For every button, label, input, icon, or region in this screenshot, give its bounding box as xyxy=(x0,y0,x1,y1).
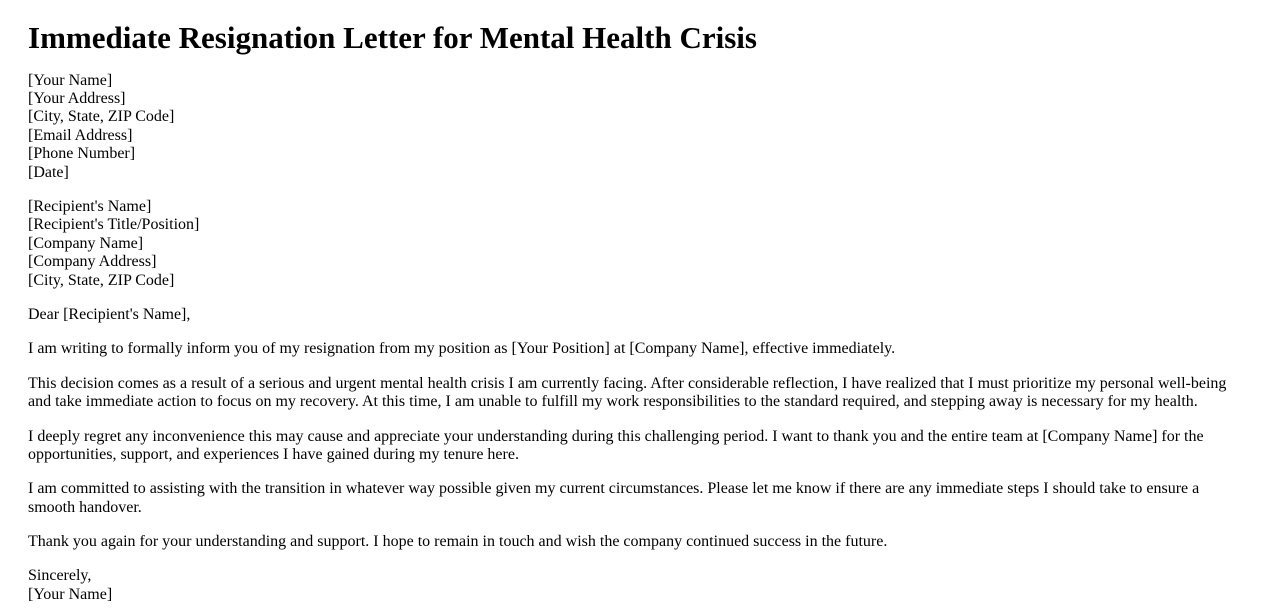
company-city-line: [City, State, ZIP Code] xyxy=(28,271,175,289)
recipient-title-line: [Recipient's Title/Position] xyxy=(28,216,200,234)
signature-name: [Your Name] xyxy=(28,585,113,603)
sender-address-line: [Your Address] xyxy=(28,90,126,108)
paragraph-transition: I am committed to assisting with the transition in whatever way possible given my current circumstances. Please let me know if there are any immediate steps I should take to ensure a smooth handover. xyxy=(28,480,1200,516)
sender-name-line: [Your Name] xyxy=(28,71,113,89)
page-title: Immediate Resignation Letter for Mental Health Crisis xyxy=(28,20,757,55)
paragraph-farewell: Thank you again for your understanding and support. I hope to remain in touch and wish the company continued success in the future. xyxy=(28,533,888,551)
salutation: Dear [Recipient's Name], xyxy=(28,305,191,323)
valediction: Sincerely, xyxy=(28,567,92,585)
signature-block xyxy=(28,567,1250,604)
paragraph-regret-thanks: I deeply regret any inconvenience this may cause and appreciate your understanding during this challenging period. I want to thank you and the entire team at [Company Name] for the opportunities, support, and experiences I have gained during my tenure here. xyxy=(28,427,1204,463)
company-name-line: [Company Name] xyxy=(28,234,144,252)
date-line: [Date] xyxy=(28,163,69,181)
recipient-name-line: [Recipient's Name] xyxy=(28,197,152,215)
paragraph-reason: This decision comes as a result of a serious and urgent mental health crisis I am currently facing. After considerable reflection, I have realized that I must prioritize my personal well-being and take immediate action to focus on my recovery. At this time, I am unable to fulfill my work responsibilities to the standard required, and stepping away is necessary for my health. xyxy=(28,374,1227,411)
company-address-line: [Company Address] xyxy=(28,253,157,271)
sender-email-line: [Email Address] xyxy=(28,126,133,144)
sender-phone-line: [Phone Number] xyxy=(28,145,136,163)
sender-address-block xyxy=(28,72,1250,182)
sender-city-line: [City, State, ZIP Code] xyxy=(28,108,175,126)
recipient-address-block xyxy=(28,198,1250,290)
letter-document xyxy=(8,20,1270,605)
paragraph-resignation-statement: I am writing to formally inform you of my resignation from my position as [Your Position] at [Company Name], effective immediately. xyxy=(28,340,896,358)
